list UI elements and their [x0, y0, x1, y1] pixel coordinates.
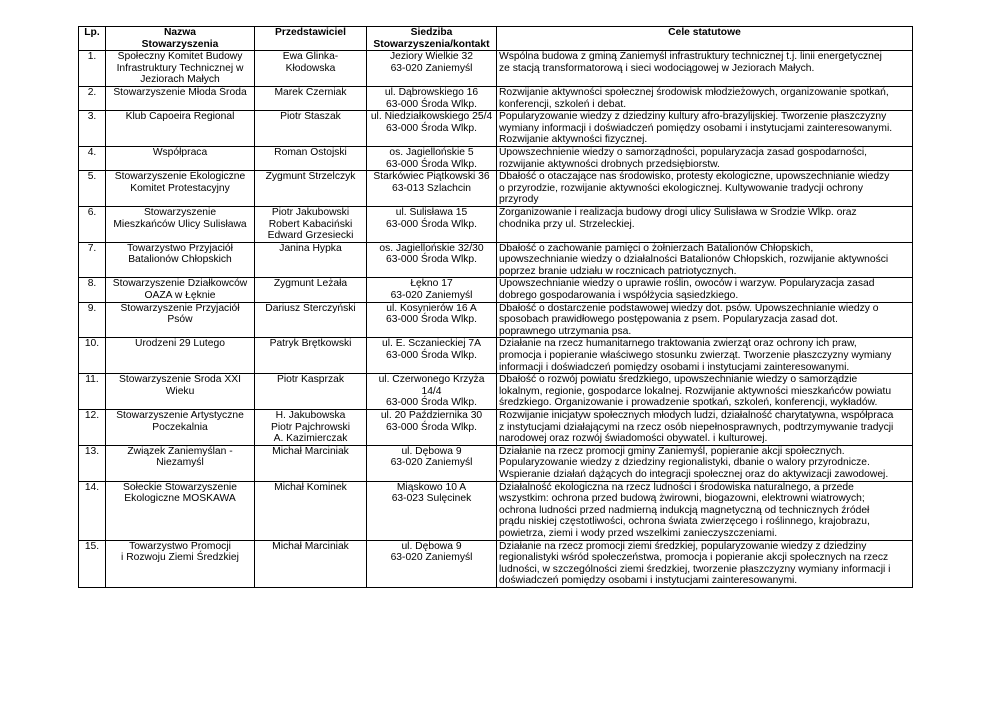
cell-goals-line: Popularyzowanie wiedzy z dziedziny kultury afro-brazylijskiej. Tworzenie płaszczyzny [499, 111, 887, 123]
associations-table [78, 26, 913, 588]
cell-name-line: OAZA w Łęknie [144, 290, 216, 302]
cell-seat-line: 63-020 Zaniemyśl [390, 552, 473, 564]
cell-representative [255, 146, 367, 170]
cell-goals-line: Dbałość o otaczające nas środowisko, protesty ekologiczne, upowszechnianie wiedzy [499, 171, 890, 183]
header-name: Nazwa Stowarzyszenia [106, 27, 255, 51]
cell-seat [367, 111, 497, 147]
cell-goals-line: Rozwijanie inicjatyw społecznych młodych ludzi, działalność charytatywna, współpraca [499, 410, 894, 421]
cell-representative-line: Zygmunt Leżała [273, 278, 348, 290]
cell-name-line: Batalionów Chłopskich [128, 254, 232, 266]
cell-seat-line: 63-000 Środa Wlkp. [385, 254, 477, 266]
cell-goals [497, 146, 913, 170]
cell-seat-line: os. Jagiellońskie 5 [389, 146, 474, 158]
cell-representative-line: A. Kazimierczak [273, 433, 348, 445]
cell-lp-line: 2. [87, 86, 97, 98]
cell-seat-line: ul. Dębowa 9 [401, 445, 462, 457]
cell-lp-line: 9. [87, 302, 97, 314]
cell-name-line: Klub Capoeira Regional [125, 111, 235, 123]
cell-seat [367, 410, 497, 446]
cell-goals-line: upowszechnianie wiedzy o działalności Batalionów Chłopskich, rozwijanie aktywności [499, 254, 889, 266]
cell-goals-line: przyrody [499, 194, 539, 206]
cell-goals-line: ludności, w szczególności ziemi średzkiej, tworzenie płaszczyzny wymiany informacji i [499, 563, 891, 575]
cell-seat-line: Jeziory Wielkie 32 [390, 51, 473, 63]
cell-name [106, 481, 255, 540]
cell-name-line: Stowarzyszenie Młoda Środa [113, 86, 247, 98]
cell-lp [79, 338, 106, 374]
cell-seat [367, 481, 497, 540]
cell-goals-line: dobrego gospodarowania i współżycia sąsiedzkiego. [499, 290, 739, 302]
cell-seat-line: 63-000 Środa Wlkp. [385, 421, 477, 433]
cell-name-line: Społeczny Komitet Budowy [117, 51, 243, 63]
cell-name [106, 445, 255, 481]
cell-seat-line: Łękno 17 [410, 278, 453, 290]
cell-name-line: Wieku [165, 385, 195, 397]
cell-lp-line: 15. [84, 540, 100, 552]
cell-seat-line: ul. Sulisława 15 [395, 206, 468, 218]
cell-representative [255, 206, 367, 242]
table-row [79, 374, 913, 410]
cell-name-line: Mieszkańców Ulicy Sulisława [113, 218, 247, 230]
cell-representative-line: Marek Czerniak [274, 86, 347, 98]
cell-lp-line: 10. [84, 338, 100, 350]
cell-lp-line: 4. [87, 146, 97, 158]
cell-name [106, 278, 255, 302]
cell-representative-line: Kłodowska [285, 62, 336, 74]
cell-goals-line: powietrza, ziemi i wody przed wszelkimi zanieczyszczeniami. [499, 527, 778, 539]
cell-seat-line: ul. Dębowa 9 [401, 540, 462, 552]
cell-name [106, 206, 255, 242]
cell-goals-line: Upowszechnianie wiedzy o uprawie roślin, owoców i warzyw. Popularyzacja zasad [499, 278, 875, 290]
cell-seat [367, 302, 497, 338]
cell-name-line: Stowarzyszenie Przyjaciół [120, 302, 240, 314]
cell-representative [255, 481, 367, 540]
cell-goals [497, 374, 913, 410]
table-row [79, 540, 913, 587]
cell-goals-line: o przyrodzie, rozwijanie aktywności ekologicznej. Kultywowanie tradycji ochrony [499, 182, 863, 194]
cell-name-line: Stowarzyszenie Ekologiczne [114, 171, 246, 183]
header-lp: Lp. [79, 27, 106, 51]
table-row [79, 171, 913, 207]
cell-name [106, 374, 255, 410]
cell-seat [367, 86, 497, 110]
cell-representative-line: Zygmunt Strzelczyk [265, 171, 356, 183]
cell-name-line: Towarzystwo Przyjaciół [127, 242, 233, 254]
cell-lp [79, 171, 106, 207]
header-seat: Siedziba Stowarzyszenia/kontakt [367, 27, 497, 51]
cell-name [106, 111, 255, 147]
cell-seat-line: 63-000 Środa Wlkp. [385, 158, 477, 170]
table-row [79, 481, 913, 540]
cell-representative-line: Michał Marciniak [272, 445, 349, 457]
cell-goals-line: narodowej oraz rozwój świadomości obywatel. i kulturowej. [499, 433, 768, 445]
cell-seat-line: 63-000 Środa Wlkp. [385, 397, 477, 409]
cell-goals-line: z instytucjami działającymi na rzecz osób niepełnosprawnych, podtrzymywanie tradycji [499, 421, 894, 433]
cell-lp [79, 206, 106, 242]
cell-goals-line: Dbałość o rozwój powiatu średzkiego, upowszechnianie wiedzy o samorządzie [499, 374, 858, 386]
cell-seat-line: 63-020 Zaniemyśl [390, 457, 473, 469]
cell-representative-line: Ewa Glinka- [282, 51, 339, 63]
cell-lp-line: 8. [87, 278, 97, 290]
cell-lp-line: 13. [84, 445, 100, 457]
cell-representative [255, 278, 367, 302]
cell-seat-line: 14/4 [421, 385, 442, 397]
cell-representative [255, 111, 367, 147]
cell-lp-line: 11. [85, 374, 99, 386]
cell-seat [367, 146, 497, 170]
cell-goals [497, 410, 913, 446]
cell-seat-line: 63-000 Środa Wlkp. [385, 350, 477, 362]
table-row [79, 445, 913, 481]
cell-goals [497, 171, 913, 207]
table-row [79, 302, 913, 338]
cell-goals-line: Rozwijanie aktywności fizycznej. [499, 134, 648, 146]
cell-goals-line: średzkiego. Organizowanie i prowadzenie spotkań, szkoleń, konferencji, wykładów. [499, 397, 878, 409]
header-representative: Przedstawiciel [255, 27, 367, 51]
table-row [79, 242, 913, 278]
cell-goals-line: Działanie na rzecz promocji gminy Zaniemyśl, popieranie akcji społecznych. [499, 445, 845, 457]
cell-name [106, 171, 255, 207]
cell-seat-line: ul. Dąbrowskiego 16 [384, 86, 479, 98]
cell-goals-line: Rozwijanie aktywności społecznej środowisk młodzieżowych, organizowanie spotkań, [499, 86, 889, 98]
cell-lp [79, 146, 106, 170]
cell-goals-line: Dbałość o zachowanie pamięci o żołnierzach Batalionów Chłopskich, [499, 242, 814, 254]
cell-goals-line: promocja i popieranie właściwego stosunku zwierząt. Tworzenie płaszczyzny wymiany [499, 350, 892, 362]
cell-goals [497, 338, 913, 374]
table-row [79, 51, 913, 87]
cell-name-line: Sołeckie Stowarzyszenie [123, 481, 237, 493]
table-row [79, 278, 913, 302]
cell-seat [367, 242, 497, 278]
cell-name [106, 338, 255, 374]
cell-goals-line: Zorganizowanie i realizacja budowy drogi ulicy Sulisława w Środzie Wlkp. oraz [499, 206, 857, 218]
cell-lp [79, 242, 106, 278]
cell-goals-line: Działanie na rzecz humanitarnego traktowania zwierząt oraz ochrony ich praw, [499, 338, 857, 350]
cell-representative-line: Piotr Pajchrowski [271, 421, 350, 433]
cell-name [106, 242, 255, 278]
cell-representative-line: Janina Hypka [279, 242, 342, 254]
table-row [79, 338, 913, 374]
cell-goals [497, 302, 913, 338]
cell-seat [367, 171, 497, 207]
cell-goals-line: prądu niskiej częstotliwości, ochrona świata zwierzęcego i roślinnego, krajobrazu, [499, 516, 870, 528]
cell-seat-line: ul. Czerwonego Krzyża [378, 374, 485, 386]
cell-representative-line: H. Jakubowska [275, 410, 346, 421]
cell-representative [255, 171, 367, 207]
cell-name [106, 146, 255, 170]
cell-seat [367, 51, 497, 87]
cell-seat-line: 63-023 Sulęcinek [391, 493, 472, 505]
cell-seat-line: 63-020 Zaniemyśl [390, 290, 473, 302]
cell-name-line: i Rozwoju Ziemi Średzkiej [121, 552, 239, 564]
cell-goals [497, 206, 913, 242]
cell-goals-line: poprawnego utrzymania psa. [499, 325, 632, 337]
cell-seat-line: ul. Kosynierów 16 A [386, 302, 477, 314]
cell-name-line: Współpraca [152, 146, 208, 158]
cell-representative-line: Michał Kominek [274, 481, 347, 493]
cell-goals [497, 445, 913, 481]
cell-seat [367, 540, 497, 587]
cell-representative [255, 374, 367, 410]
cell-representative-line: Robert Kabaciński [268, 218, 353, 230]
cell-seat [367, 278, 497, 302]
cell-name-line: Psów [167, 314, 193, 326]
cell-goals [497, 111, 913, 147]
cell-lp-line: 14. [84, 481, 100, 493]
cell-goals-line: regionalistyki wśród społeczeństwa, promocja i popieranie akcji społecznych na rzecz [499, 552, 889, 564]
table-row [79, 206, 913, 242]
cell-representative [255, 51, 367, 87]
cell-goals-line: Działalność ekologiczna na rzecz ludności i środowiska naturalnego, a przede [499, 481, 854, 493]
cell-name-line: Poczekalnia [152, 421, 208, 433]
cell-lp [79, 410, 106, 446]
cell-seat-line: 63-000 Środa Wlkp. [385, 218, 477, 230]
cell-lp-line: 5. [87, 171, 97, 183]
cell-seat [367, 338, 497, 374]
cell-representative-line: Michał Marciniak [272, 540, 349, 552]
cell-representative [255, 445, 367, 481]
cell-lp-line: 1. [87, 51, 97, 63]
cell-name [106, 410, 255, 446]
cell-goals-line: ze stacją transformatorową i sieci wodociągowej w Jeziorach Małych. [499, 62, 815, 74]
cell-lp-line: 6. [87, 206, 97, 218]
cell-representative-line: Dariusz Sterczyński [265, 302, 356, 314]
cell-goals-line: rozwijanie aktywności drobnych przedsiębiorstw. [499, 158, 720, 170]
cell-name-line: Urodzeni 29 Lutego [135, 338, 225, 350]
cell-seat-line: 63-000 Środa Wlkp. [385, 122, 477, 134]
cell-name-line: Infrastruktury Technicznej w [116, 62, 244, 74]
cell-name-line: Niezamyśl [156, 457, 204, 469]
cell-lp [79, 481, 106, 540]
cell-seat [367, 374, 497, 410]
cell-name [106, 86, 255, 110]
cell-goals-line: wymiany informacji i doświadczeń pomiędzy osobami i instytucjami zainteresowanymi. [499, 122, 893, 134]
cell-name-line: Związek Zaniemyślan - [127, 445, 233, 457]
cell-representative-line: Roman Ostojski [274, 146, 347, 158]
cell-goals [497, 51, 913, 87]
cell-goals-line: poprzez branie udziału w rocznicach patriotycznych. [499, 265, 737, 277]
cell-representative-line: Edward Grzesiecki [267, 230, 354, 242]
cell-goals-line: Wspieranie działań dążących do integracji społecznej oraz do aktywizacji zawodowej. [499, 468, 889, 480]
cell-goals [497, 86, 913, 110]
cell-goals [497, 242, 913, 278]
cell-lp [79, 86, 106, 110]
cell-representative [255, 302, 367, 338]
cell-goals [497, 540, 913, 587]
cell-representative-line: Patryk Brętkowski [269, 338, 352, 350]
cell-goals-line: Dbałość o dostarczenie podstawowej wiedzy dot. psów. Upowszechnianie wiedzy o [499, 302, 879, 314]
cell-lp-line: 7. [87, 242, 97, 254]
cell-representative-line: Piotr Staszak [280, 111, 341, 123]
cell-goals-line: Wspólna budowa z gminą Zaniemyśl infrastruktury technicznej t.j. linii energetycznej [499, 51, 882, 63]
cell-representative-line: Piotr Jakubowski [271, 206, 350, 218]
cell-lp [79, 278, 106, 302]
cell-name [106, 51, 255, 87]
cell-representative [255, 540, 367, 587]
cell-lp-line: 12. [84, 410, 100, 421]
cell-seat-line: 63-000 Środa Wlkp. [385, 314, 477, 326]
cell-name-line: Ekologiczne MOSKAWA [124, 493, 236, 505]
cell-name [106, 302, 255, 338]
cell-seat-line: Miąskowo 10 A [396, 481, 467, 493]
table-row [79, 111, 913, 147]
cell-lp-line: 3. [87, 111, 97, 123]
cell-representative [255, 410, 367, 446]
cell-lp [79, 302, 106, 338]
cell-name-line: Stowarzyszenie Działkowców [112, 278, 248, 290]
cell-seat-line: ul. 20 Października 30 [380, 410, 483, 421]
cell-seat-line: Starkówiec Piątkowski 36 [373, 171, 490, 183]
cell-goals-line: ochrona ludności przed nadmierną indukcją magnetyczną od technicznych źródeł [499, 504, 870, 516]
header-row [79, 27, 913, 51]
cell-name-line: Stowarzyszenie [143, 206, 217, 218]
cell-goals-line: informacji i doświadczeń pomiędzy osobami i instytucjami zainteresowanymi. [499, 361, 850, 373]
cell-name [106, 540, 255, 587]
cell-lp [79, 374, 106, 410]
cell-seat-line: 63-000 Środa Wlkp. [385, 98, 477, 110]
cell-seat-line: ul. E. Sczanieckiej 7A [381, 338, 481, 350]
cell-goals [497, 481, 913, 540]
cell-representative-line: Piotr Kasprzak [277, 374, 344, 386]
cell-goals-line: sposobach prawidłowego postępowania z psem. Popularyzacja zasad dot. [499, 314, 838, 326]
cell-name-line: Jeziorach Małych [140, 74, 220, 86]
cell-name-line: Towarzystwo Promocji [129, 540, 231, 552]
cell-seat [367, 445, 497, 481]
cell-representative [255, 242, 367, 278]
cell-name-line: Komitet Protestacyjny [130, 182, 230, 194]
cell-lp [79, 51, 106, 87]
cell-lp [79, 540, 106, 587]
cell-representative [255, 86, 367, 110]
table-row [79, 146, 913, 170]
cell-goals [497, 278, 913, 302]
table-body [79, 51, 913, 588]
cell-seat [367, 206, 497, 242]
cell-goals-line: doświadczeń pomiędzy osobami i instytucjami zainteresowanymi. [499, 575, 798, 587]
cell-representative [255, 338, 367, 374]
cell-goals-line: Upowszechnienie wiedzy o samorządności, popularyzacja zasad gospodarności, [499, 146, 868, 158]
table-row [79, 410, 913, 446]
cell-goals-line: chodnika przy ul. Strzeleckiej. [499, 218, 635, 230]
cell-lp [79, 445, 106, 481]
cell-goals-line: konferencji, szkoleń i debat. [499, 98, 627, 110]
cell-goals-line: Popularyzowanie wiedzy z dziedziny regionalistyki, dbanie o walory przyrodnicze. [499, 457, 870, 469]
cell-name-line: Stowarzyszenie Artystyczne [116, 410, 244, 421]
cell-seat-line: os. Jagiellońskie 32/30 [379, 242, 484, 254]
cell-goals-line: wszystkim: ochrona przed budową żwirowni, biogazowni, elektrowni wiatrowych; [499, 493, 865, 505]
cell-name-line: Stowarzyszenie Środa XXI [119, 374, 241, 386]
cell-lp [79, 111, 106, 147]
cell-goals-line: Działanie na rzecz promocji ziemi średzkiej, popularyzowanie wiedzy z dziedziny [499, 540, 867, 552]
header-goals: Cele statutowe [497, 27, 913, 51]
cell-seat-line: 63-013 Szlachcin [392, 182, 471, 194]
cell-seat-line: 63-020 Zaniemyśl [390, 62, 473, 74]
cell-goals-line: lokalnym, regionie, gospodarce lokalnej. Rozwijanie aktywności mieszkańców powiatu [499, 385, 892, 397]
cell-seat-line: ul. Niedziałkowskiego 25/4 [370, 111, 493, 123]
table-row [79, 86, 913, 110]
